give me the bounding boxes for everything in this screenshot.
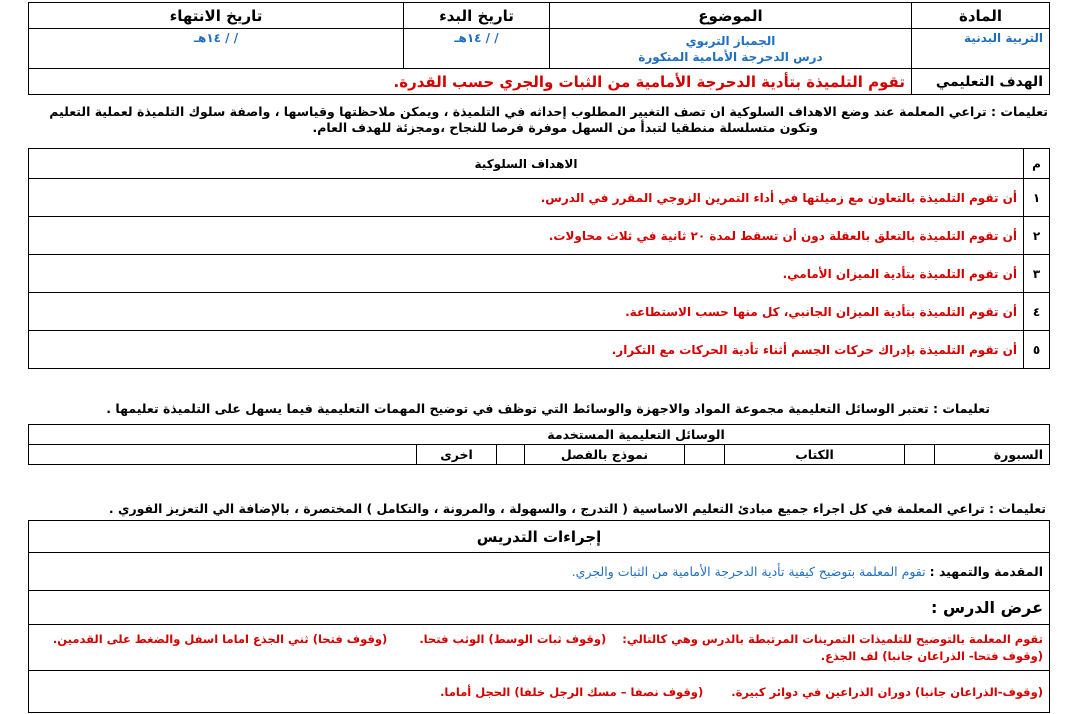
tool-checkbox-book[interactable] (685, 445, 725, 465)
table-row (29, 293, 1050, 331)
topic-value-line1: الجمباز التربوي (685, 33, 776, 48)
objectives-num-header: م (1024, 149, 1050, 179)
goal-label: الهدف التعليمي (912, 69, 1050, 95)
table-row (29, 331, 1050, 369)
table-row (29, 179, 1050, 217)
intro-text: تقوم المعلمة بتوضيح كيفية تأدية الدحرجة الأمامية من الثبات والجري. (571, 564, 926, 579)
presentation-row-2 (29, 671, 1050, 713)
goal-value: تقوم التلميذة بتأدية الدحرجة الأمامية من الثبات والجري حسب القدرة. (29, 69, 912, 95)
objective-number: ٢ (1024, 217, 1050, 255)
objective-text: أن تقوم التلميذة بالتعاون مع زميلتها في أداء التمرين الزوجي المقرر في الدرس. (29, 179, 1024, 217)
exercise-item: (وقوف نصفا – مسك الرجل خلفا) الحجل أماما. (440, 684, 704, 699)
objective-number: ٥ (1024, 331, 1050, 369)
table-row (29, 217, 1050, 255)
topic-label: الموضوع (550, 3, 912, 29)
topic-value (550, 29, 912, 69)
objectives-instructions-line2: وتكون متسلسلة منطقيا لتبدأ من السهل موفرة فرصا للنجاح ،ومجزئة للهدف العام. (312, 120, 818, 135)
procedures-table (28, 520, 1050, 713)
tool-label-board: السبورة (935, 445, 1050, 465)
exercise-item: (وقوف-الذراعان جانبا) دوران الذراعين في دوائر كبيرة. (731, 684, 1043, 699)
table-row (29, 255, 1050, 293)
objective-text: أن تقوم التلميذة بالتعلق بالعقلة دون أن تسقط لمدة ٢٠ ثانية في ثلاث محاولات. (29, 217, 1024, 255)
tools-title: الوسائل التعليمية المستخدمة (29, 425, 1050, 445)
objective-text: أن تقوم التلميذة بتأدية الميزان الجانبي، كل منها حسب الاستطاعة. (29, 293, 1024, 331)
tool-label-model: نموذج بالفصل (525, 445, 685, 465)
presentation-line (35, 631, 1043, 648)
start-label: تاريخ البدء (404, 3, 550, 29)
exercise-intro: تقوم المعلمة بالتوضيح للتلميذات التمرينات المرتبطة بالدرس وهي كالتالي: (622, 631, 1043, 646)
presentation-row-1 (29, 625, 1050, 671)
objectives-table (28, 148, 1050, 369)
topic-value-line2: درس الدحرجة الأمامية المتكورة (638, 49, 823, 64)
objectives-title: الاهداف السلوكية (29, 149, 1024, 179)
objective-text: أن تقوم التلميذة بتأدية الميزان الأمامي. (29, 255, 1024, 293)
end-value: / / ١٤هـ (29, 29, 404, 69)
tools-table (28, 424, 1050, 465)
tool-other-field[interactable] (29, 445, 417, 465)
header-table (28, 2, 1050, 95)
subject-label: المادة (912, 3, 1050, 29)
tool-checkbox-board[interactable] (905, 445, 935, 465)
procedures-instructions: تعليمات : تراعي المعلمة في كل اجراء جميع مبادئ التعليم الاساسية ( التدرج ، والسهولة ، والمرونة ، والتكامل ) المختصرة ، بالإضافة الي التعزيز الفوري . (108, 501, 1046, 516)
tool-checkbox-model[interactable] (497, 445, 525, 465)
intro-row (29, 553, 1050, 591)
end-label: تاريخ الانتهاء (29, 3, 404, 29)
exercise-item: (وقوف فتحا) ثني الجذع اماما اسفل والضغط على القدمين. (52, 631, 388, 646)
intro-label: المقدمة والتمهيد : (929, 564, 1043, 579)
objective-number: ١ (1024, 179, 1050, 217)
objectives-instructions-line1: تعليمات : تراعي المعلمة عند وضع الاهداف السلوكية ان تصف التغيير المطلوب إحداثه في التلميذة ، ويمكن ملاحظتها وقياسها ، واصفة سلوك التلميذة لعملية التعليم (49, 104, 1048, 119)
procedures-title: إجراءات التدريس (29, 521, 1050, 553)
tool-label-book: الكتاب (725, 445, 905, 465)
tool-label-other: اخرى (417, 445, 497, 465)
objectives-instructions (8, 104, 1048, 136)
subject-value: التربية البدنية (912, 29, 1050, 69)
presentation-label: عرض الدرس : (29, 591, 1050, 625)
start-value: / / ١٤هـ (404, 29, 550, 69)
tools-instructions: تعليمات : تعتبر الوسائل التعليمية مجموعة المواد والاجهزة والوسائط التي توظف في توضيح المهمات التعليمية فيما يسهل على التلميذة تعليمها . (106, 401, 990, 416)
exercise-item: (وقوف ثبات الوسط) الوثب فتحا. (419, 631, 607, 646)
exercise-item: (وقوف فتحا- الذراعان جانبا) لف الجذع. (820, 648, 1043, 663)
objective-text: أن تقوم التلميذة بإدراك حركات الجسم أثناء تأدية الحركات مع التكرار. (29, 331, 1024, 369)
objective-number: ٤ (1024, 293, 1050, 331)
objective-number: ٣ (1024, 255, 1050, 293)
